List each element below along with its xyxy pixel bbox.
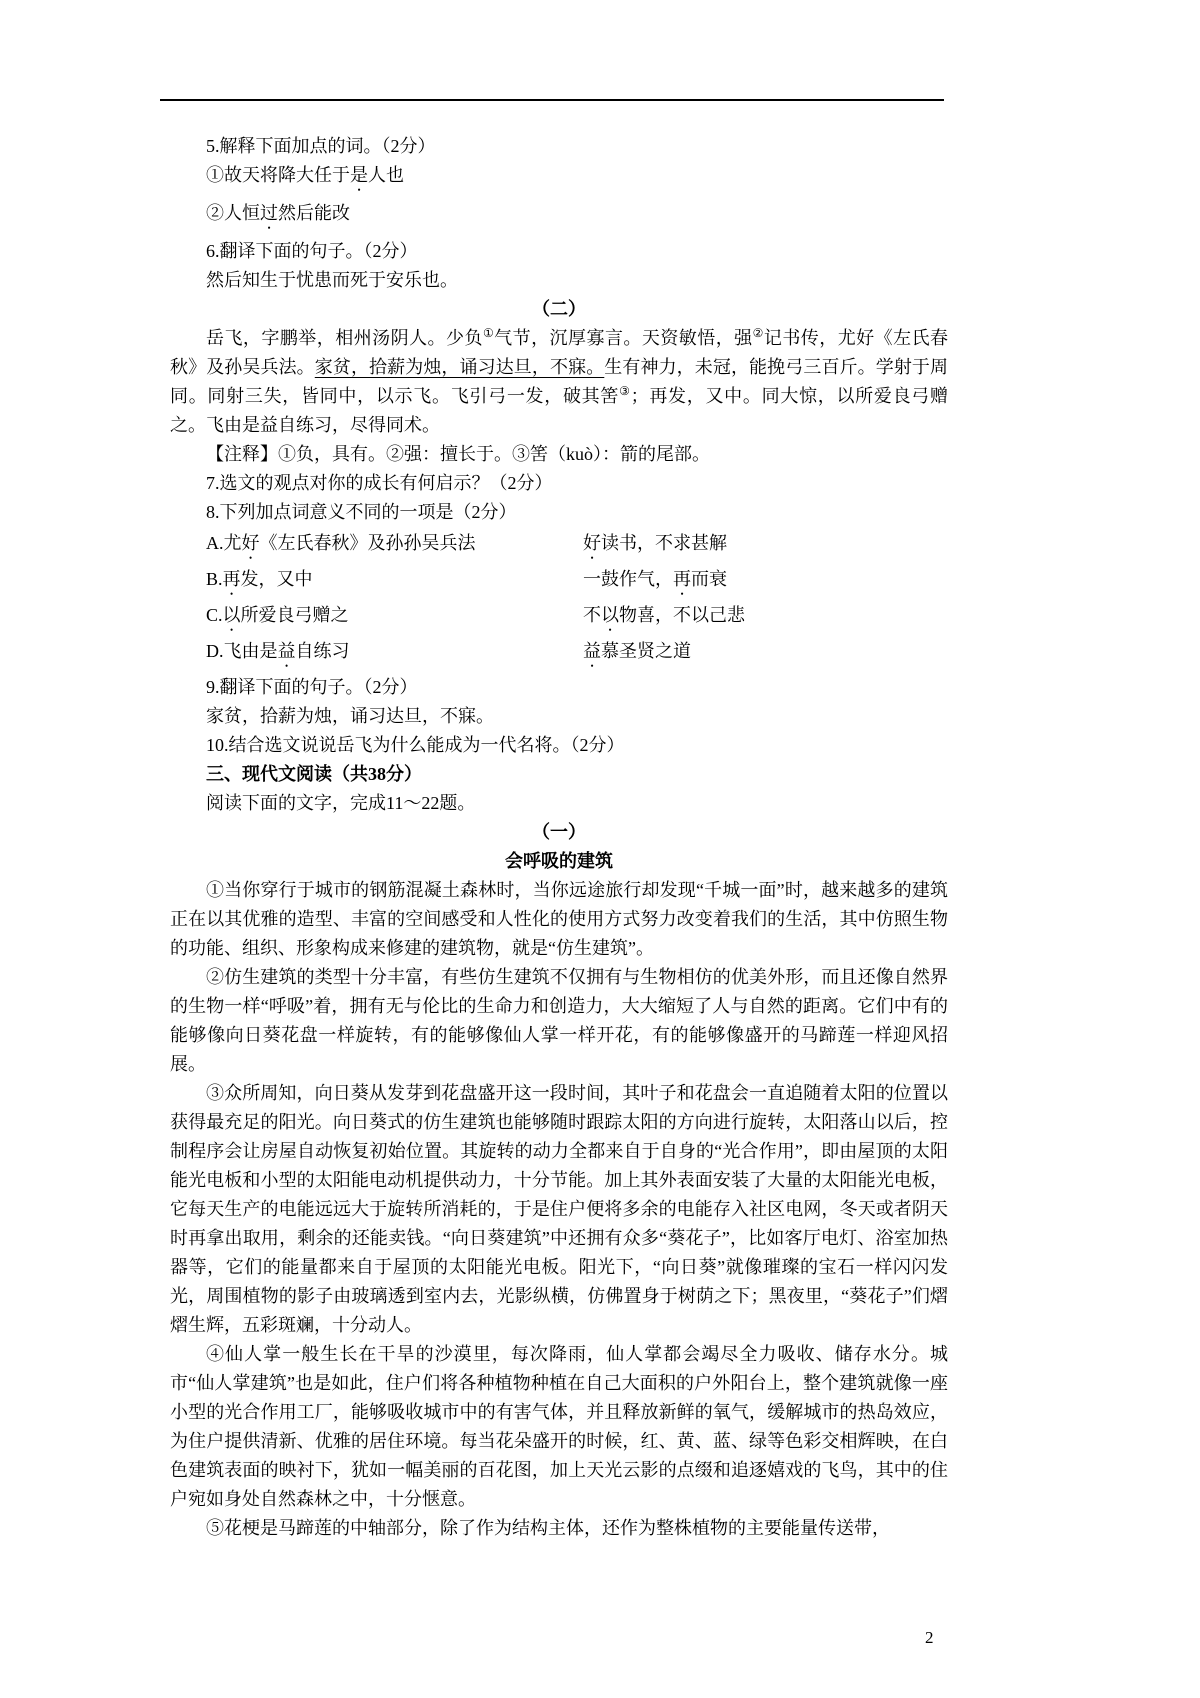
essay-paragraph-3: ③众所周知，向日葵从发芽到花盘盛开这一段时间，其叶子和花盘会一直追随着太阳的位置以获得最充足的阳光。向日葵式的仿生建筑也能够随时跟踪太阳的方向进行旋转，太阳落山以后，控制程序会让房屋自动恢复初始位置。其旋转的动力全都来自于自身的“光合作用”，即由屋顶的太阳能光电板和小型的太阳能电动机提供动力，十分节能。加上其外表面安装了大量的太阳能光电板，它每天生产的电能远远大于旋转所消耗的，于是住户便将多余的电能存入社区电网，冬天或者阴天时再拿出取用，剩余的还能卖钱。“向日葵建筑”中还拥有众多“葵花子”，比如客厅电灯、浴室加热器等，它们的能量都来自于屋顶的太阳能光电板。阳光下，“向日葵”就像璀璨的宝石一样闪闪发光，周围植物的影子由玻璃透到室内去，光影纵横，仿佛置身于树荫之下；黑夜里，“葵花子”们熠熠生辉，五彩斑斓，十分动人。 [170, 1083, 948, 1335]
essay-paragraph-4: ④仙人掌一般生长在干旱的沙漠里，每次降雨，仙人掌都会竭尽全力吸收、储存水分。城市“仙人掌建筑”也是如此，住户们将各种植物种植在自己大面积的户外阳台上，整个建筑就像一座小型的光合作用工厂，能够吸收城市中的有害气体，并且释放新鲜的氧气，缓解城市的热岛效应，为住户提供清新、优雅的居住环境。每当花朵盛开的时候，红、黄、蓝、绿等色彩交相辉映，在白色建筑表面的映衬下，犹如一幅美丽的百花图，加上天光云影的点缀和追逐嬉戏的飞鸟，其中的住户宛如身处自然森林之中，十分惬意。 [170, 1344, 948, 1509]
q8-option-a-left: A.尤好《左氏春秋》及孙孙吴兵法 [206, 533, 476, 553]
question-5-item-2: ②人恒过然后能改 [206, 203, 350, 223]
q8-option-c-right: 不以物喜，不以己悲 [583, 605, 745, 625]
question-9-sentence: 家贫，拾薪为烛，诵习达旦，不寐。 [206, 706, 494, 726]
essay-title: 会呼吸的建筑 [505, 851, 613, 871]
essay-paragraph-1: ①当你穿行于城市的钢筋混凝土森林时，当你远途旅行却发现“千城一面”时，越来越多的建筑正在以其优雅的造型、丰富的空间感受和人性化的使用方式努力改变着我们的生活，其中仿照生物的功能、组织、形象构成来修建的建筑物，就是“仿生建筑”。 [170, 880, 948, 958]
q8-option-d-left: D.飞由是益自练习 [206, 641, 350, 661]
section-three-heading: 三、现代文阅读（共38分） [206, 764, 422, 784]
q8-option-d-right: 益慕圣贤之道 [583, 641, 691, 661]
q8-option-row-c [170, 601, 948, 635]
part-two-label: （二） [532, 299, 586, 319]
question-8-label: 8.下列加点词意义不同的一项是（2分） [206, 502, 517, 522]
q8-option-b-right: 一鼓作气，再而衰 [583, 569, 727, 589]
question-9-label: 9.翻译下面的句子。（2分） [206, 677, 418, 697]
question-6-label: 6.翻译下面的句子。（2分） [206, 241, 418, 261]
question-10-label: 10.结合选文说说岳飞为什么能成为一代名将。（2分） [206, 735, 625, 755]
essay-paragraph-5: ⑤花梗是马蹄莲的中轴部分，除了作为结构主体，还作为整株植物的主要能量传送带， [206, 1518, 890, 1538]
question-5-item-1: ①故天将降大任于是人也 [206, 165, 404, 185]
q8-option-row-d [170, 637, 948, 671]
classical-passage-yuefei: 岳飞，字鹏举，相州汤阴人。少负①气节，沉厚寡言。天资敏悟，强②记书传，尤好《左氏春秋》及孙吴兵法。家贫，拾薪为烛，诵习达旦，不寐。生有神力，未冠，能挽弓三百斤。学射于周同。同射三失，皆同中，以示飞。飞引弓一发，破其筈③；再发，又中。同大惊，以所爱良弓赠之。飞由是益自练习，尽得同术。 [170, 326, 949, 435]
question-6-sentence: 然后知生于忧患而死于安乐也。 [206, 270, 458, 290]
question-5-label: 5.解释下面加点的词。（2分） [206, 136, 436, 156]
q8-option-b-left: B.再发，又中 [206, 569, 313, 589]
q8-option-row-b [170, 565, 948, 599]
passage-notes: 【注释】①负，具有。②强：擅长于。③筈（kuò）：箭的尾部。 [206, 444, 710, 464]
page-content [170, 132, 948, 1543]
page-number: 2 [925, 1628, 934, 1647]
question-7-label: 7.选文的观点对你的成长有何启示？（2分） [206, 473, 553, 493]
part-one-label: （一） [532, 822, 586, 842]
q8-option-c-left: C.以所爱良弓赠之 [206, 605, 349, 625]
essay-paragraph-2: ②仿生建筑的类型十分丰富，有些仿生建筑不仅拥有与生物相仿的优美外形，而且还像自然界的生物一样“呼吸”着，拥有无与伦比的生命力和创造力，大大缩短了人与自然的距离。它们中有的能够像向日葵花盘一样旋转，有的能够像仙人掌一样开花，有的能够像盛开的马蹄莲一样迎风招展。 [170, 967, 948, 1074]
q8-option-a-right: 好读书，不求甚解 [583, 533, 727, 553]
header-rule [160, 99, 944, 101]
section-three-intro: 阅读下面的文字，完成11～22题。 [206, 793, 476, 813]
q8-option-row-a [170, 529, 948, 563]
